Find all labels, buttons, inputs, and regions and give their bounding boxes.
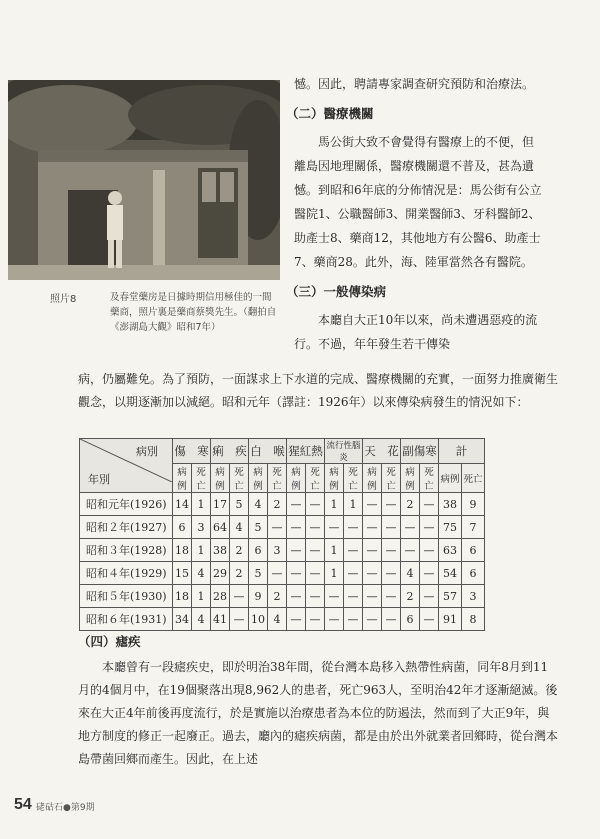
table-cell: — <box>325 608 344 631</box>
subheader-cases: 病例 <box>249 464 268 493</box>
table-cell: — <box>306 539 325 562</box>
right-column <box>286 72 544 356</box>
table-cell: — <box>363 608 382 631</box>
table-cell: — <box>306 585 325 608</box>
table-cell: 4 <box>401 562 420 585</box>
table-cell: 4 <box>192 562 211 585</box>
table-cell: 5 <box>249 562 268 585</box>
table-cell: 54 <box>439 562 462 585</box>
infectious-paragraph-start: 本廳自大正10年以來，尚未遭遇惡疫的流行。不過，年年發生若干傳染 <box>294 313 538 351</box>
subheader-cases: 病例 <box>325 464 344 493</box>
subheader-cases: 病例 <box>363 464 382 493</box>
subheader-cases: 病例 <box>287 464 306 493</box>
row-year: 昭和６年(1931) <box>80 608 173 631</box>
table-cell: 91 <box>439 608 462 631</box>
table-cell: 5 <box>249 516 268 539</box>
table-cell: 3 <box>192 516 211 539</box>
table-cell: 4 <box>268 608 287 631</box>
photo-caption-label: 照片8 <box>50 294 77 305</box>
table-cell: 2 <box>401 493 420 516</box>
table-cell: — <box>287 539 306 562</box>
disease-header: 傷 寒 <box>173 439 211 464</box>
subheader-deaths: 死亡 <box>192 464 211 493</box>
table-cell: — <box>268 562 287 585</box>
table-cell: — <box>363 539 382 562</box>
corner-year-label: 年別 <box>88 473 110 486</box>
table-cell: 41 <box>211 608 230 631</box>
table-cell: 1 <box>192 585 211 608</box>
table-cell: 17 <box>211 493 230 516</box>
table-cell: — <box>401 516 420 539</box>
disease-header: 流行性腦炎 <box>325 439 363 464</box>
table-cell: — <box>230 585 249 608</box>
subheader-cases: 病例 <box>401 464 420 493</box>
table-cell: — <box>344 539 363 562</box>
subheader-cases: 病例 <box>173 464 192 493</box>
table-cell: 18 <box>173 585 192 608</box>
infectious-disease-table <box>79 438 485 631</box>
table-cell: 7 <box>462 516 485 539</box>
table-cell: 2 <box>230 539 249 562</box>
subheader-deaths: 死亡 <box>344 464 363 493</box>
table-cell: — <box>230 608 249 631</box>
subheader-deaths: 死亡 <box>382 464 401 493</box>
subheader-deaths: 死亡 <box>462 464 485 493</box>
table-cell: 14 <box>173 493 192 516</box>
table-cell: 6 <box>173 516 192 539</box>
row-year: 昭和元年(1926) <box>80 493 173 516</box>
subheader-cases: 病例 <box>439 464 462 493</box>
section-heading-malaria: （四）瘧疾 <box>78 634 141 649</box>
table-cell: 1 <box>325 539 344 562</box>
table-cell: 63 <box>439 539 462 562</box>
table-cell: 4 <box>230 516 249 539</box>
table-cell: — <box>420 562 439 585</box>
disease-header: 白 喉 <box>249 439 287 464</box>
table-cell: — <box>306 608 325 631</box>
table-cell: — <box>401 539 420 562</box>
page-number: 54 <box>14 796 32 813</box>
row-year: 昭和５年(1930) <box>80 585 173 608</box>
subheader-deaths: 死亡 <box>268 464 287 493</box>
subheader-cases: 病例 <box>211 464 230 493</box>
magazine-name: 硓𥑮石●第9期 <box>36 803 95 813</box>
subheader-deaths: 死亡 <box>306 464 325 493</box>
table-cell: 4 <box>249 493 268 516</box>
table-cell: 6 <box>462 539 485 562</box>
table-row <box>80 516 485 539</box>
table-cell: 75 <box>439 516 462 539</box>
section-heading-medical: （二）醫療機關 <box>286 106 374 121</box>
historical-photo <box>8 80 280 280</box>
table-cell: 6 <box>401 608 420 631</box>
table-cell: 34 <box>173 608 192 631</box>
table-cell: — <box>363 516 382 539</box>
table-cell: — <box>382 539 401 562</box>
table-cell: — <box>344 562 363 585</box>
infectious-paragraph-body: 病，仍屬難免。為了預防，一面謀求上下水道的完成、醫療機關的充實，一面努力推廣衛生觀念，以期逐漸加以減絕。昭和元年（譯註：1926年）以來傳染病發生的情況如下： <box>78 372 559 409</box>
table-row <box>80 539 485 562</box>
table-cell: 15 <box>173 562 192 585</box>
subheader-deaths: 死亡 <box>420 464 439 493</box>
table-cell: 6 <box>462 562 485 585</box>
table-cell: 38 <box>211 539 230 562</box>
table-cell: 6 <box>249 539 268 562</box>
table-cell: — <box>325 516 344 539</box>
corner-disease-label: 病別 <box>136 445 158 458</box>
table-cell: 2 <box>401 585 420 608</box>
infectious-paragraph-cont <box>78 368 558 414</box>
table-cell: — <box>287 493 306 516</box>
table-cell: — <box>382 608 401 631</box>
table-cell: — <box>382 516 401 539</box>
table-cell: 3 <box>268 539 287 562</box>
table-cell: — <box>382 562 401 585</box>
disease-header: 痢 疾 <box>211 439 249 464</box>
table-cell: — <box>325 585 344 608</box>
row-year: 昭和３年(1928) <box>80 539 173 562</box>
table-cell: 29 <box>211 562 230 585</box>
table-cell: — <box>363 585 382 608</box>
table-cell: 10 <box>249 608 268 631</box>
table-row <box>80 562 485 585</box>
table-cell: — <box>382 585 401 608</box>
disease-header: 猩紅熱 <box>287 439 325 464</box>
table-cell: 8 <box>462 608 485 631</box>
table-cell: — <box>382 493 401 516</box>
table-cell: — <box>287 516 306 539</box>
table-cell: — <box>420 516 439 539</box>
table-row <box>80 493 485 516</box>
table-cell: — <box>306 562 325 585</box>
table-cell: 1 <box>192 539 211 562</box>
table-cell: 2 <box>268 585 287 608</box>
corner-diagonal <box>80 439 172 482</box>
table-cell: 5 <box>230 493 249 516</box>
table-row <box>80 608 485 631</box>
table-cell: — <box>344 608 363 631</box>
row-year: 昭和２年(1927) <box>80 516 173 539</box>
table-cell: 1 <box>325 493 344 516</box>
table-cell: 2 <box>268 493 287 516</box>
table-cell: 3 <box>462 585 485 608</box>
table-cell: 64 <box>211 516 230 539</box>
subheader-deaths: 死亡 <box>230 464 249 493</box>
table-cell: — <box>420 585 439 608</box>
table-row <box>80 585 485 608</box>
pharmacy-photo-illustration <box>8 80 280 280</box>
table-cell: 1 <box>325 562 344 585</box>
medical-paragraph: 馬公街大致不會覺得有醫療上的不便，但離島因地理關係，醫療機關還不普及，甚為遺憾。到昭和6年底的分佈情況是：馬公街有公立醫院1、公職醫師3、開業醫師3、牙科醫師2、助產士8、藥商12，其他地方有公醫6、助產士7、藥商28。此外，海、陸軍當然各有醫院。 <box>294 135 542 269</box>
table-cell: — <box>306 516 325 539</box>
table-cell: 28 <box>211 585 230 608</box>
table-cell: — <box>420 608 439 631</box>
table-cell: — <box>363 493 382 516</box>
table-cell: 38 <box>439 493 462 516</box>
table-cell: — <box>287 585 306 608</box>
table-cell: 9 <box>462 493 485 516</box>
section-heading-infectious: （三）一般傳染病 <box>286 284 387 299</box>
table-cell: 4 <box>192 608 211 631</box>
table-cell: — <box>363 562 382 585</box>
table-corner <box>80 439 173 493</box>
disease-header: 天 花 <box>363 439 401 464</box>
table-cell: — <box>420 539 439 562</box>
table-cell: — <box>344 585 363 608</box>
disease-header: 副傷寒 <box>401 439 439 464</box>
table-cell: — <box>268 516 287 539</box>
table-cell: 1 <box>192 493 211 516</box>
table-cell: 9 <box>249 585 268 608</box>
table-cell: — <box>344 516 363 539</box>
table-cell: — <box>287 562 306 585</box>
table-cell: — <box>306 493 325 516</box>
malaria-paragraph: 本廳曾有一段瘧疾史，即於明治38年間，從台灣本島移入熱帶性病菌，同年8月到11月的4個月中，在19個聚落出現8,962人的患者，死亡963人，至明治42年才逐漸絕滅。後來在大正4年前後再度流行，於是實施以治療患者為本位的防遏法，然而到了大正9年，與地方制度的修正一起廢正。過去，廳內的瘧疾病菌，都是由於出外就業者回鄉時，從台灣本島帶菌回鄉而產生。因此，在上述 <box>78 660 559 766</box>
photo-caption-text: 及春堂藥房是日據時期信用極佳的一間藥商，照片裏是藥商蔡獎先生。（翻拍自《澎湖島大觀》昭和7年） <box>110 292 277 333</box>
row-year: 昭和４年(1929) <box>80 562 173 585</box>
table-cell: — <box>287 608 306 631</box>
table-cell: 2 <box>230 562 249 585</box>
table-cell: 57 <box>439 585 462 608</box>
table-cell: 1 <box>344 493 363 516</box>
intro-paragraph: 憾。因此，聘請專家調查研究預防和治療法。 <box>294 77 535 91</box>
malaria-text <box>78 656 558 771</box>
disease-header: 計 <box>439 439 485 464</box>
table-cell: 18 <box>173 539 192 562</box>
table-cell: — <box>420 493 439 516</box>
